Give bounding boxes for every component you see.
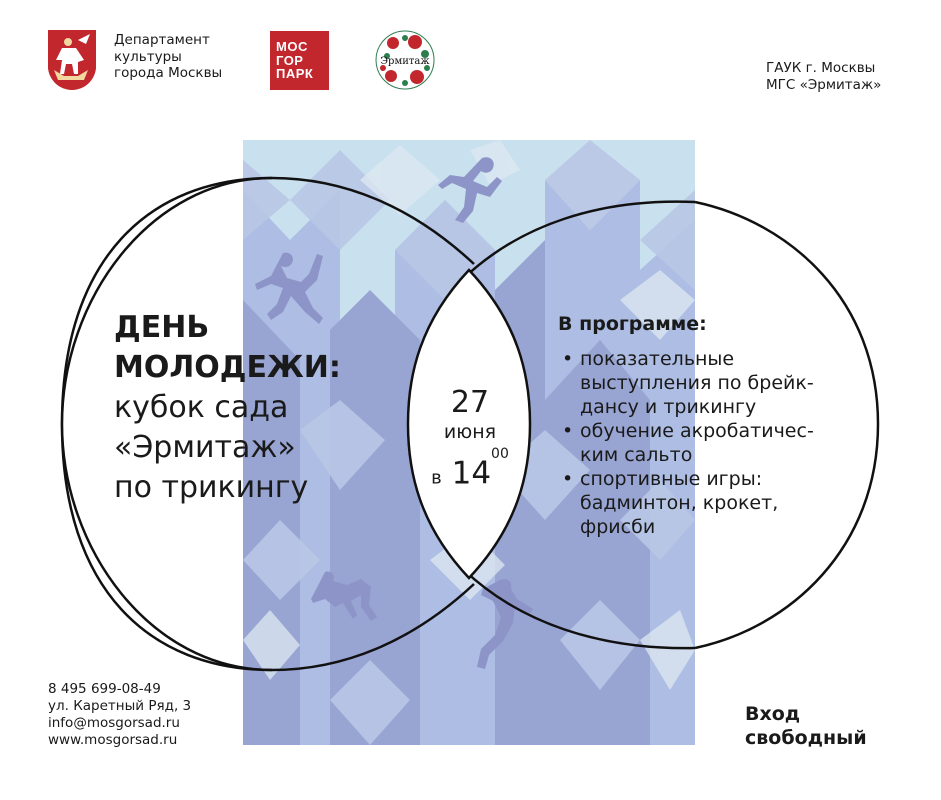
contact-website[interactable]: www.mosgorsad.ru: [48, 732, 178, 748]
program: [558, 312, 858, 539]
free-entry-note: Вход свободный: [745, 703, 867, 749]
program-item: • обучение акробатичес- ким сальто: [558, 419, 858, 467]
contacts: [48, 681, 191, 749]
event-month: июня: [443, 421, 497, 443]
contact-phone: 8 495 699-08-49: [48, 681, 161, 697]
organizer-line: МГС «Эрмитаж»: [766, 77, 882, 93]
hermitage-logo-text: Эрмитаж: [380, 56, 430, 67]
event-title-line: кубок сада: [114, 390, 289, 425]
department-line: культуры: [114, 48, 182, 65]
moscow-coat-of-arms-logo: [48, 30, 96, 90]
event-title: [114, 308, 341, 508]
event-date: [400, 386, 540, 498]
contact-email[interactable]: info@mosgorsad.ru: [48, 715, 180, 731]
department-line: Департамент: [114, 32, 210, 48]
event-title-line: «Эрмитаж»: [114, 430, 296, 465]
event-time: [400, 448, 540, 498]
department-line: города Москвы: [114, 65, 223, 81]
program-heading: В программе:: [558, 313, 707, 335]
mosgorpark-logo: МОС ГОР ПАРК: [270, 31, 329, 90]
program-item: • показательные выступления по брейк- дансу и трикингу: [558, 347, 858, 419]
department-name: [114, 32, 222, 82]
hermitage-garden-logo: [375, 30, 435, 90]
event-hour: 14: [451, 455, 492, 492]
organizer: [766, 60, 881, 94]
program-list: [558, 347, 858, 539]
program-item: • спортивные игры: бадминтон, крокет, фрисби: [558, 467, 858, 539]
event-day: 27: [450, 385, 490, 420]
organizer-line: ГАУК г. Москвы: [766, 60, 876, 76]
event-title-line: по трикингу: [114, 470, 309, 505]
contact-address: ул. Каретный Ряд, 3: [48, 698, 192, 714]
event-minutes: 00: [491, 446, 509, 462]
event-title-bold-line: МОЛОДЕЖИ:: [114, 350, 341, 385]
event-time-prefix: в: [431, 467, 442, 489]
event-title-bold-line: ДЕНЬ: [114, 310, 210, 345]
